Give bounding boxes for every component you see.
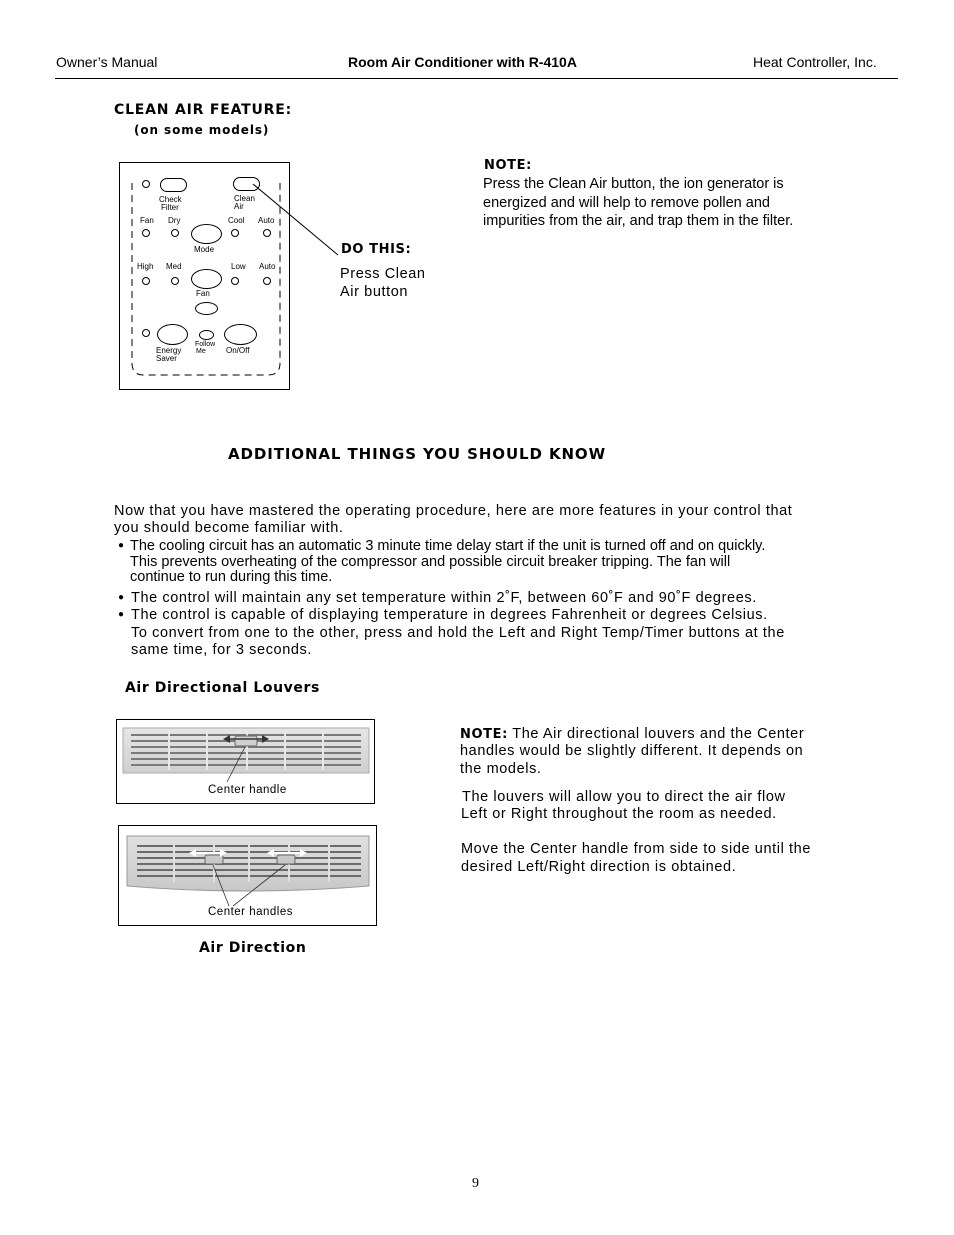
- louvers-title: Air Directional Louvers: [125, 680, 320, 696]
- louver-para-1-line-2: Left or Right throughout the room as needed.: [461, 806, 777, 822]
- louver-note-line-2: handles would be slightly different. It depends on: [460, 743, 804, 759]
- bullet-3-line-1: The control is capable of displaying temperature in degrees Fahrenheit or degrees Celsius.: [131, 607, 768, 623]
- clean-air-label-2: Air: [234, 202, 244, 211]
- louver-note-line-3: the models.: [460, 761, 542, 777]
- bullet-3-line-3: same time, for 3 seconds.: [131, 642, 313, 658]
- louver-photo-1: [116, 719, 375, 804]
- clean-air-note-line-1: Press the Clean Air button, the ion generator is: [483, 176, 784, 192]
- louver-para-2-line-1: Move the Center handle from side to side until the: [461, 841, 811, 857]
- louver-caption-2: Center handles: [208, 906, 293, 918]
- bullet-1-line-1: The cooling circuit has an automatic 3 minute time delay start if the unit is turned off and on quickly.: [130, 538, 766, 554]
- check-filter-label-1: Check: [159, 195, 182, 204]
- mode-auto-label: Auto: [258, 216, 275, 225]
- energy-saver-label-1: Energy: [156, 346, 182, 355]
- mode-fan-label: Fan: [140, 216, 154, 225]
- header-title: Room Air Conditioner with R-410A: [348, 54, 577, 70]
- do-this-line-2: Air button: [340, 284, 409, 300]
- bullet-2-marker: ●: [118, 592, 125, 603]
- clean-air-note-line-3: impurities from the air, and trap them in the filter.: [483, 213, 794, 229]
- fan-low-label: Low: [231, 262, 246, 271]
- intro-line-1: Now that you have mastered the operating procedure, here are more features in your control that: [114, 503, 793, 519]
- clean-air-subtitle: (on some models): [134, 123, 270, 137]
- bullet-1-marker: ●: [118, 540, 125, 551]
- mode-label: Mode: [194, 245, 215, 254]
- header-right: Heat Controller, Inc.: [753, 54, 877, 70]
- bullet-2-text: The control will maintain any set temperature within 2˚F, between 60˚F and 90˚F degrees.: [131, 590, 757, 606]
- louver-photo-2: [118, 825, 377, 926]
- louver-note-text-1: The Air directional louvers and the Center: [507, 726, 805, 742]
- fan-auto-label: Auto: [259, 262, 276, 271]
- louver-para-1-line-1: The louvers will allow you to direct the air flow: [462, 789, 786, 805]
- header-left: Owner’s Manual: [56, 54, 158, 70]
- on-off-label: On/Off: [226, 346, 250, 355]
- clean-air-note-line-2: energized and will help to remove pollen and: [483, 195, 770, 211]
- fan-label: Fan: [196, 289, 210, 298]
- louver-caption-1: Center handle: [208, 784, 287, 796]
- fan-high-label: High: [137, 262, 154, 271]
- follow-me-label-1: Follow: [195, 341, 216, 348]
- page-number: 9: [472, 1176, 479, 1191]
- do-this-label: DO THIS:: [341, 242, 412, 257]
- clean-air-label-1: Clean: [234, 194, 255, 203]
- additional-title: ADDITIONAL THINGS YOU SHOULD KNOW: [228, 445, 607, 463]
- mode-cool-label: Cool: [228, 216, 245, 225]
- intro-line-2: you should become familiar with.: [114, 520, 344, 536]
- do-this-line-1: Press Clean: [340, 266, 426, 282]
- air-direction-caption: Air Direction: [199, 940, 307, 956]
- energy-saver-label-2: Saver: [156, 354, 177, 363]
- mode-dry-label: Dry: [168, 216, 181, 225]
- bullet-1-line-2: This prevents overheating of the compressor and possible circuit breaker tripping. The fan will: [130, 554, 731, 570]
- louver-para-2-line-2: desired Left/Right direction is obtained.: [461, 859, 737, 875]
- clean-air-pointer-line: [0, 0, 954, 400]
- fan-med-label: Med: [166, 262, 182, 271]
- check-filter-label-2: Filter: [161, 203, 179, 212]
- follow-me-label-2: Me: [196, 348, 206, 355]
- louver-note-label: NOTE:: [460, 727, 508, 742]
- bullet-3-line-2: To convert from one to the other, press and hold the Left and Right Temp/Timer buttons at the: [131, 625, 785, 641]
- bullet-1-line-3: continue to run during this time.: [130, 569, 333, 585]
- clean-air-title: CLEAN AIR FEATURE:: [114, 102, 293, 118]
- bullet-3-marker: ●: [118, 609, 125, 620]
- clean-air-note-label: NOTE:: [484, 158, 532, 173]
